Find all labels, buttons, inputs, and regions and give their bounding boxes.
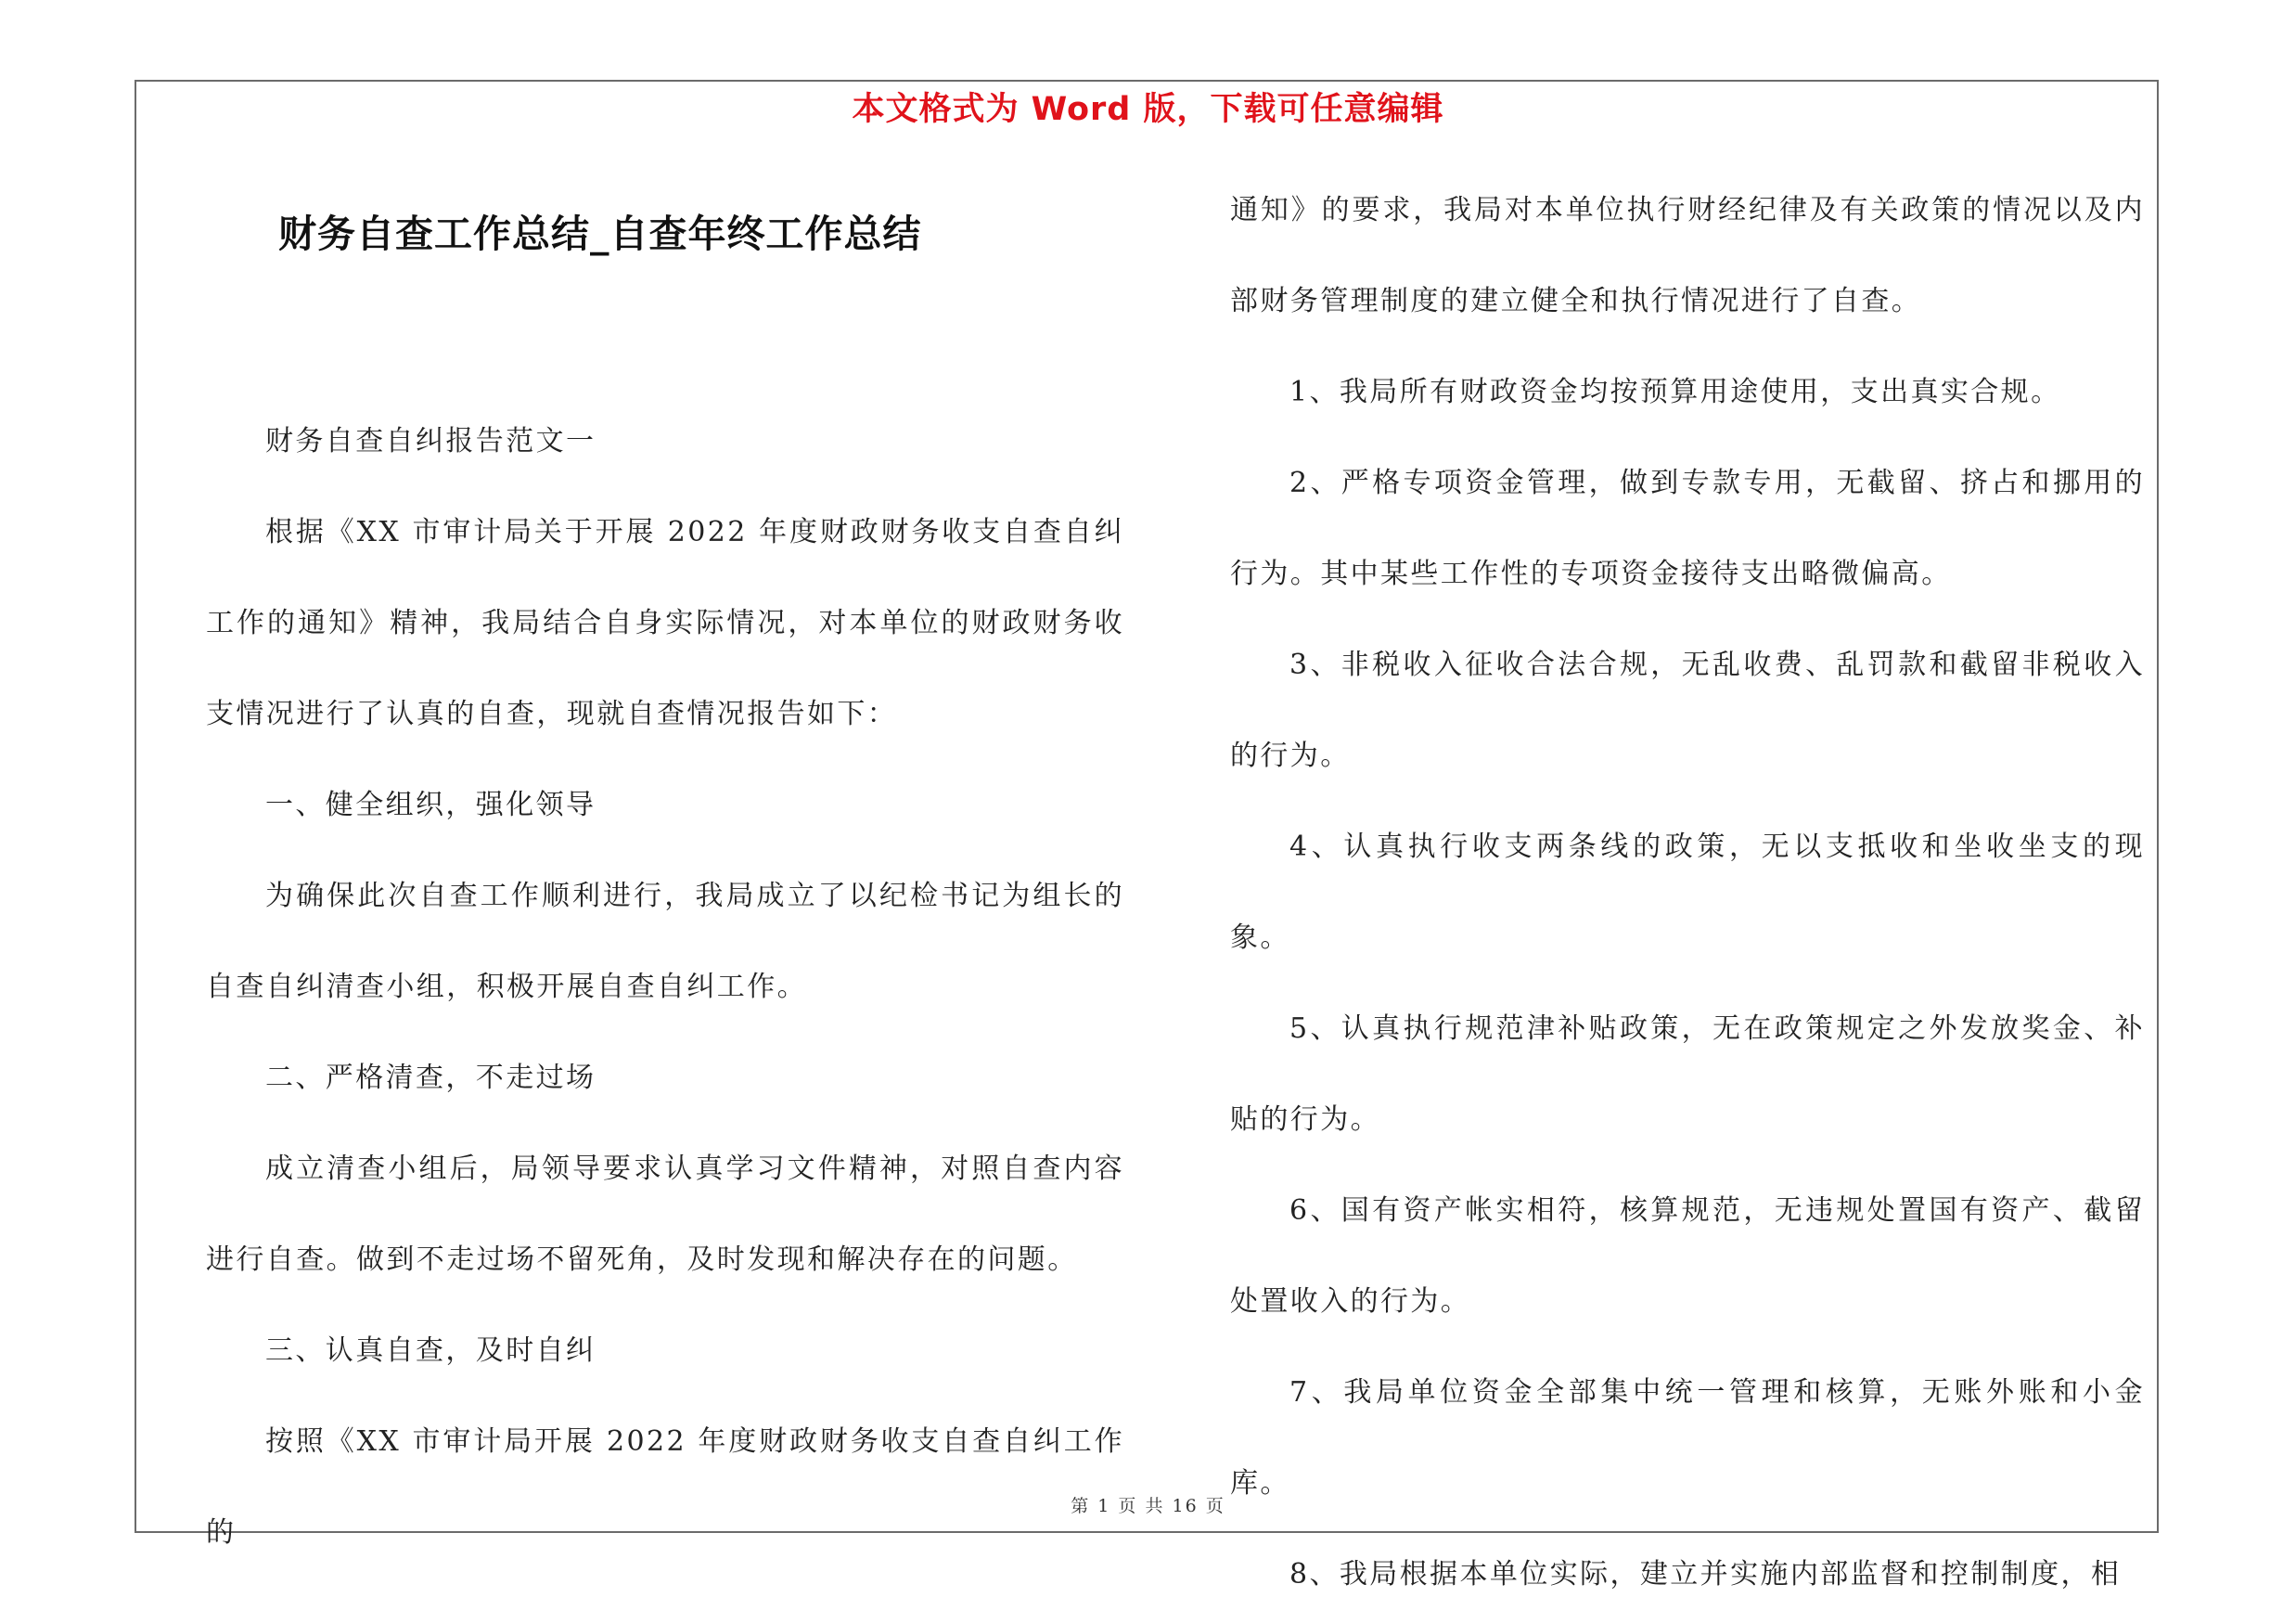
paragraph: 一、健全组织，强化领导 bbox=[265, 789, 596, 821]
paragraph: 根据《XX 市审计局关于开展 2022 年度财政财务收支自查自纠工作的通知》精神，我局结合自身实际情况，对本单位的财政财务收支情况进行了认真的自查，现就自查情况报告如下： bbox=[206, 516, 1124, 730]
document-title: 财务自查工作总结_自查年终工作总结 bbox=[278, 212, 922, 256]
paragraph: 三、认真自查，及时自纠 bbox=[265, 1334, 596, 1367]
paragraph: 按照《XX 市审计局开展 2022 年度财政财务收支自查自纠工作的 bbox=[206, 1425, 1124, 1549]
paragraph: 2、严格专项资金管理，做到专款专用，无截留、挤占和挪用的行为。其中某些工作性的专项资金接待支出略微偏高。 bbox=[1230, 467, 2145, 590]
left-column bbox=[206, 396, 1124, 1578]
right-column bbox=[1230, 165, 2145, 1620]
paragraph: 4、认真执行收支两条线的政策，无以支抵收和坐收坐支的现象。 bbox=[1230, 831, 2145, 954]
word-format-banner: 本文格式为 Word 版，下载可任意编辑 bbox=[852, 91, 1444, 128]
paragraph: 二、严格清查，不走过场 bbox=[265, 1062, 596, 1094]
paragraph: 5、认真执行规范津补贴政策，无在政策规定之外发放奖金、补贴的行为。 bbox=[1230, 1012, 2145, 1136]
paragraph: 8、我局根据本单位实际，建立并实施内部监督和控制制度，相 bbox=[1289, 1558, 2122, 1591]
paragraph: 3、非税收入征收合法合规，无乱收费、乱罚款和截留非税收入的行为。 bbox=[1230, 649, 2145, 772]
paragraph: 6、国有资产帐实相符，核算规范，无违规处置国有资产、截留处置收入的行为。 bbox=[1230, 1194, 2145, 1318]
page-number-footer: 第 1 页 共 16 页 bbox=[1071, 1496, 1225, 1516]
paragraph: 为确保此次自查工作顺利进行，我局成立了以纪检书记为组长的自查自纠清查小组，积极开展自查自纠工作。 bbox=[206, 880, 1124, 1003]
paragraph: 通知》的要求，我局对本单位执行财经纪律及有关政策的情况以及内部财务管理制度的建立健全和执行情况进行了自查。 bbox=[1230, 194, 2145, 317]
paragraph: 7、我局单位资金全部集中统一管理和核算，无账外账和小金库。 bbox=[1230, 1376, 2145, 1500]
paragraph: 成立清查小组后，局领导要求认真学习文件精神，对照自查内容进行自查。做到不走过场不留死角，及时发现和解决存在的问题。 bbox=[206, 1153, 1124, 1276]
paragraph: 财务自查自纠报告范文一 bbox=[265, 425, 596, 457]
paragraph: 1、我局所有财政资金均按预算用途使用，支出真实合规。 bbox=[1289, 376, 2061, 408]
